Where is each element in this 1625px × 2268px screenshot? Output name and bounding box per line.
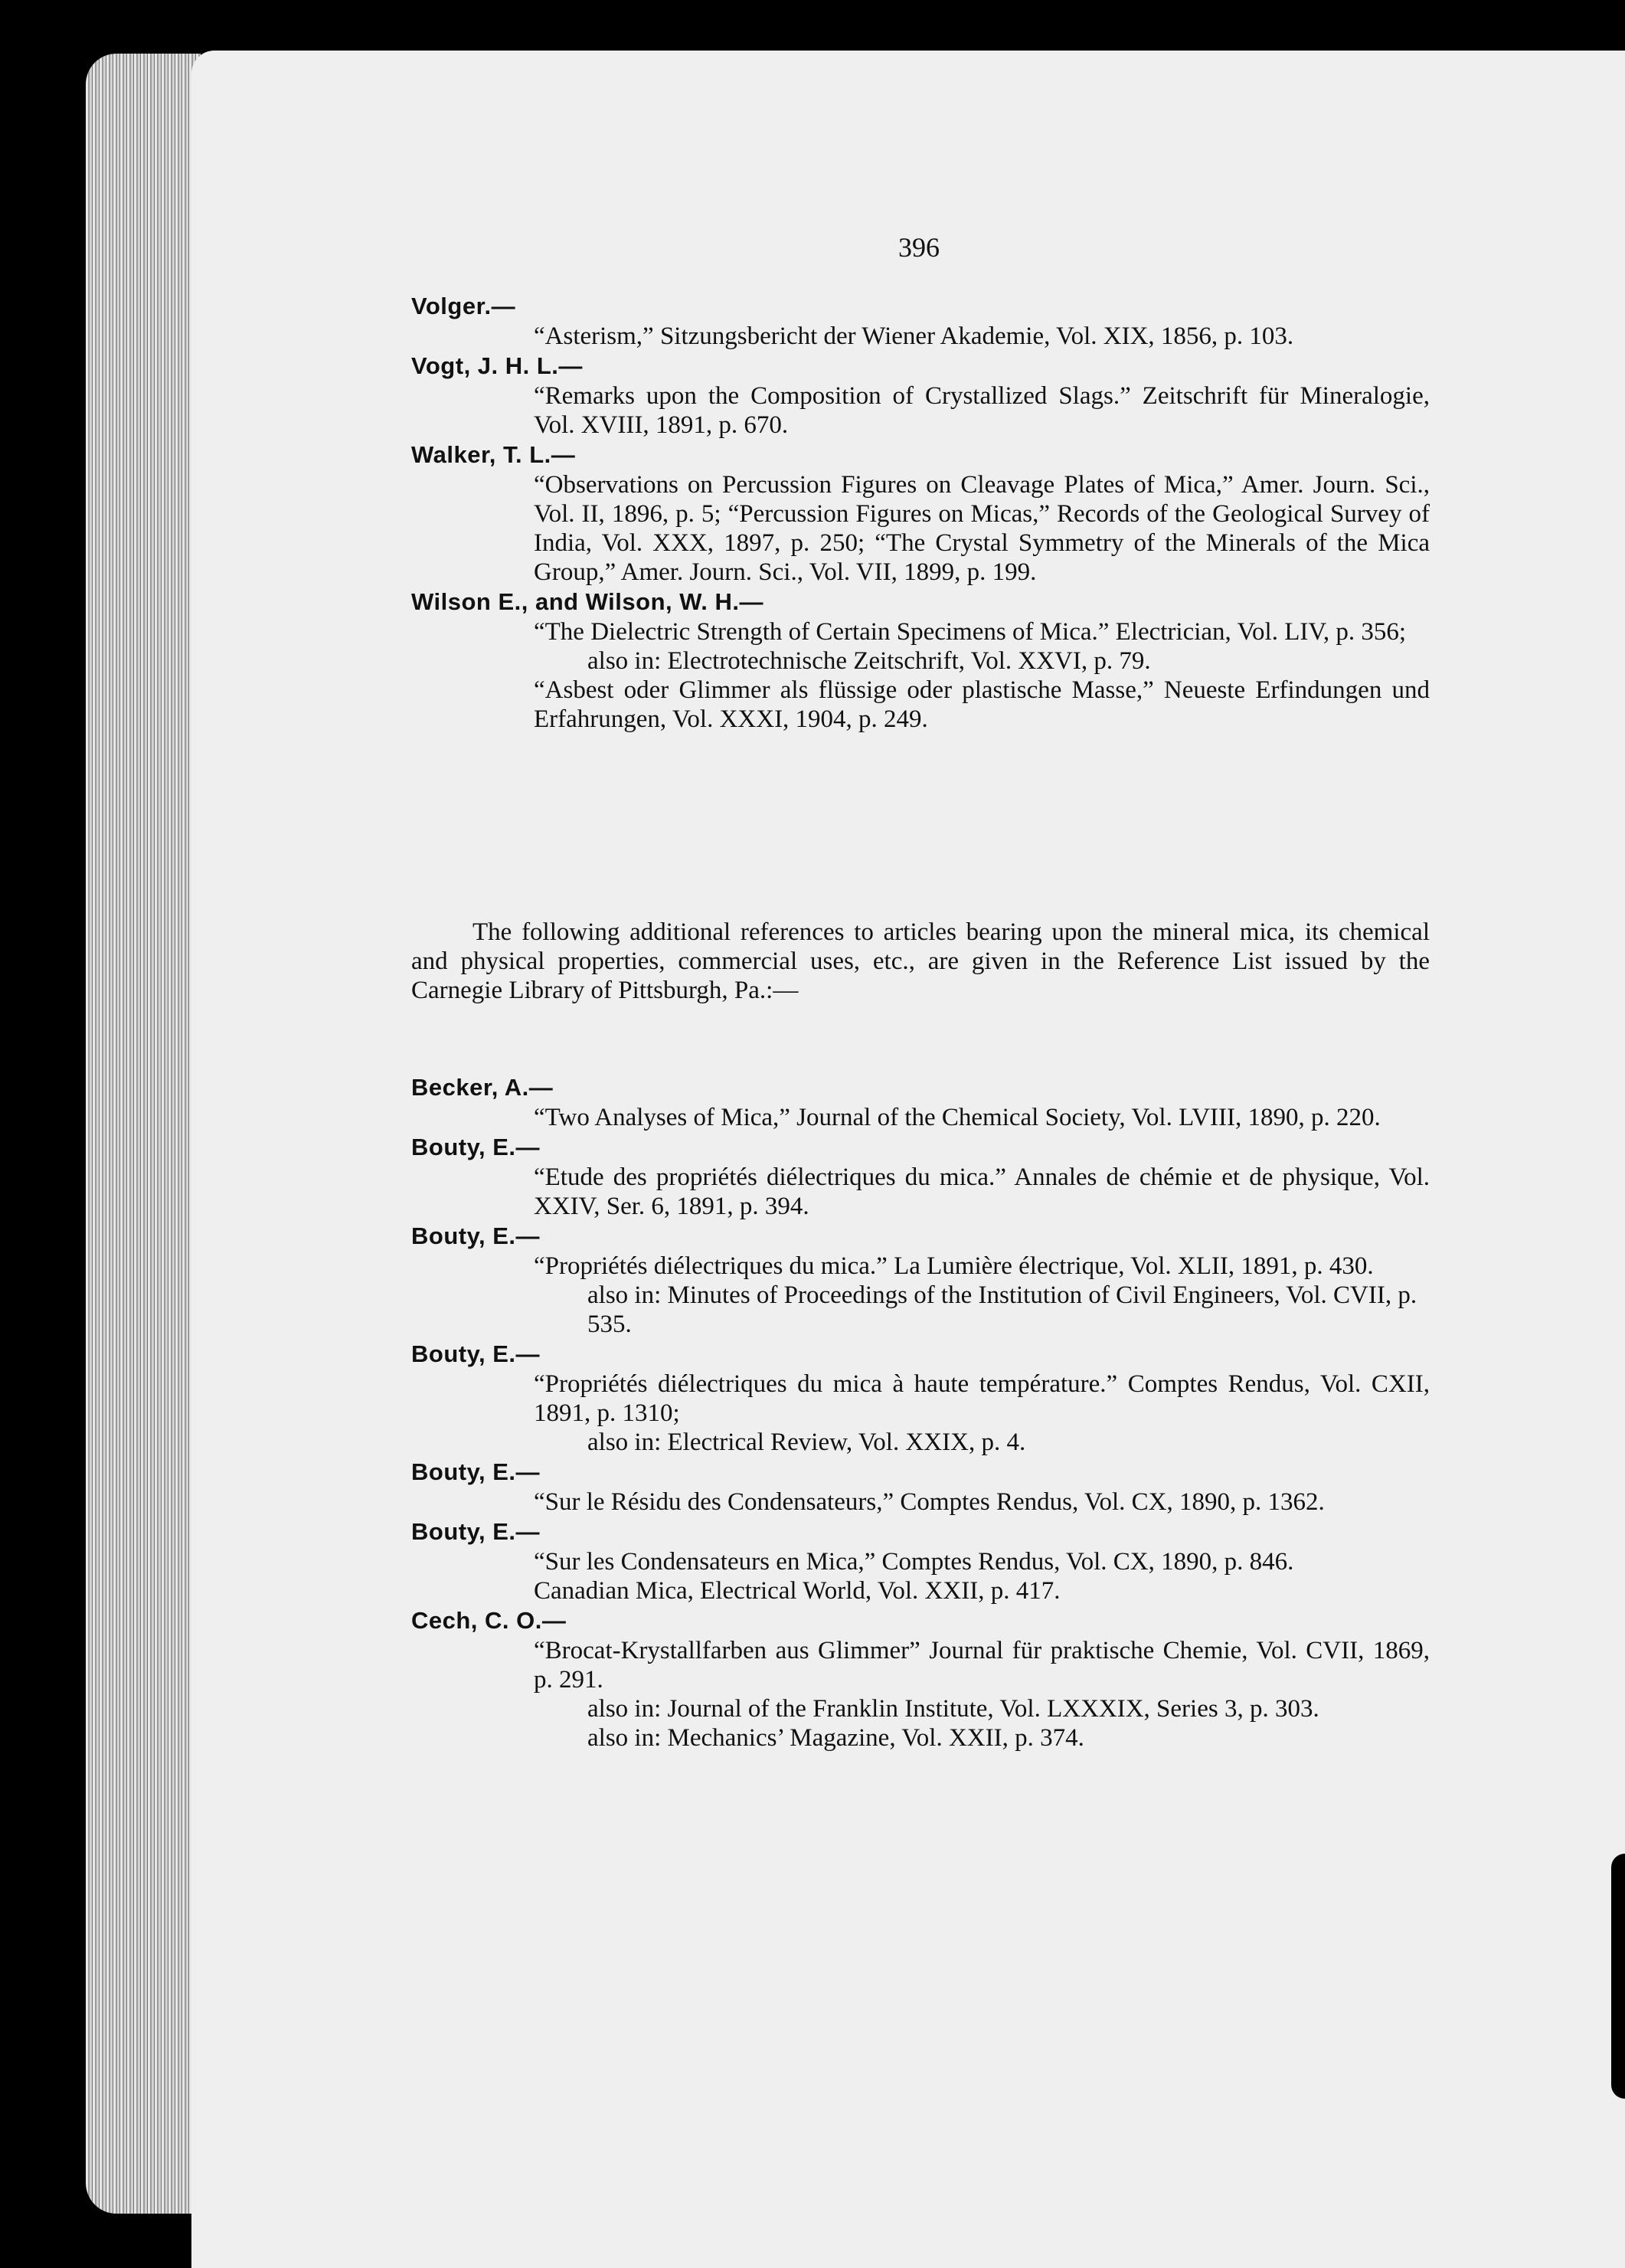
reference-list-carnegie	[411, 1072, 1430, 1753]
entry-author: Bouty, E.—	[411, 1518, 541, 1545]
bibliography-entry	[411, 1132, 1430, 1221]
entry-also-citation: also in: Minutes of Proceedings of the Institution of Civil Engineers, Vol. CVII, p. 535.	[587, 1281, 1417, 1338]
bibliography-entry	[411, 1221, 1430, 1339]
entry-citation: “Observations on Percussion Figures on Cleavage Plates of Mica,” Amer. Journ. Sci., Vol. II, 1896, p. 5; “Percussion Figures on Micas,” Records of the Geological Survey of India, Vol. XXX, 1897, p. 250; “The Crystal Symmetry of the Minerals of the Mica Group,” Amer. Journ. Sci., Vol. VII, 1899, p. 199.	[534, 471, 1430, 586]
book-edge-shadow	[1611, 1854, 1625, 2099]
entry-citation: “Asbest oder Glimmer als flüssige oder plastische Masse,” Neueste Erfindungen und Erfahrungen, Vol. XXXI, 1904, p. 249.	[534, 676, 1430, 733]
entry-author: Bouty, E.—	[411, 1222, 541, 1249]
entry-author: Vogt, J. H. L.—	[411, 352, 583, 379]
entry-author: Becker, A.—	[411, 1074, 554, 1101]
bibliography-entry	[411, 1339, 1430, 1457]
bibliography-entry	[411, 291, 1430, 351]
entry-author: Bouty, E.—	[411, 1458, 541, 1485]
entry-citation: “Propriétés diélectriques du mica à haute température.” Comptes Rendus, Vol. CXII, 1891, p. 1310;	[534, 1370, 1430, 1427]
bibliography-entry	[411, 351, 1430, 440]
entry-citation: “Sur les Condensateurs en Mica,” Comptes Rendus, Vol. CX, 1890, p. 846.	[534, 1548, 1294, 1576]
bibliography-entry	[411, 1517, 1430, 1605]
entry-author: Wilson E., and Wilson, W. H.—	[411, 588, 764, 615]
entry-citation: “Remarks upon the Composition of Crystallized Slags.” Zeitschrift für Mineralogie, Vol. XVIII, 1891, p. 670.	[534, 382, 1430, 439]
bibliography-entry	[411, 1605, 1430, 1753]
book-page-edges	[86, 54, 201, 2214]
entry-author: Cech, C. O.—	[411, 1607, 567, 1634]
entry-citation: “Asterism,” Sitzungsbericht der Wiener Akademie, Vol. XIX, 1856, p. 103.	[534, 322, 1294, 350]
reference-list-top	[411, 291, 1430, 734]
entry-also-citation: also in: Electrotechnische Zeitschrift, Vol. XXVI, p. 79.	[587, 647, 1151, 675]
bibliography-entry	[411, 1072, 1430, 1132]
bibliography-entry	[411, 1457, 1430, 1517]
entry-also-citation: also in: Journal of the Franklin Institute, Vol. LXXXIX, Series 3, p. 303.	[587, 1695, 1319, 1723]
entry-also-citation: also in: Electrical Review, Vol. XXIX, p. 4.	[587, 1429, 1026, 1456]
entry-citation: Canadian Mica, Electrical World, Vol. XXII, p. 417.	[534, 1577, 1061, 1605]
bibliography-entry	[411, 587, 1430, 734]
entry-author: Bouty, E.—	[411, 1340, 541, 1367]
entry-author: Bouty, E.—	[411, 1134, 541, 1160]
entry-author: Volger.—	[411, 293, 516, 319]
entry-citation: “Etude des propriétés diélectriques du mica.” Annales de chémie et de physique, Vol. XXIV, Ser. 6, 1891, p. 394.	[534, 1163, 1430, 1220]
page-number: 396	[898, 232, 940, 263]
bibliography-entry	[411, 440, 1430, 587]
entry-also-citation: also in: Mechanics’ Magazine, Vol. XXII, p. 374.	[587, 1724, 1084, 1752]
entry-citation: “Two Analyses of Mica,” Journal of the Chemical Society, Vol. LVIII, 1890, p. 220.	[534, 1104, 1381, 1131]
entry-citation: “The Dielectric Strength of Certain Specimens of Mica.” Electrician, Vol. LIV, p. 356;	[534, 618, 1407, 646]
entry-citation: “Sur le Résidu des Condensateurs,” Comptes Rendus, Vol. CX, 1890, p. 1362.	[534, 1488, 1325, 1516]
entry-author: Walker, T. L.—	[411, 441, 576, 468]
entry-citation: “Brocat-Krystallfarben aus Glimmer” Journal für praktische Chemie, Vol. CVII, 1869, p. 291.	[534, 1637, 1430, 1694]
entry-citation: “Propriétés diélectriques du mica.” La Lumière électrique, Vol. XLII, 1891, p. 430.	[534, 1252, 1374, 1280]
intro-paragraph: The following additional references to articles bearing upon the mineral mica, its chemical and physical properties, commercial uses, etc., are given in the Reference List issued by the Carnegie Library of Pittsburgh, Pa.:—	[411, 918, 1430, 1004]
